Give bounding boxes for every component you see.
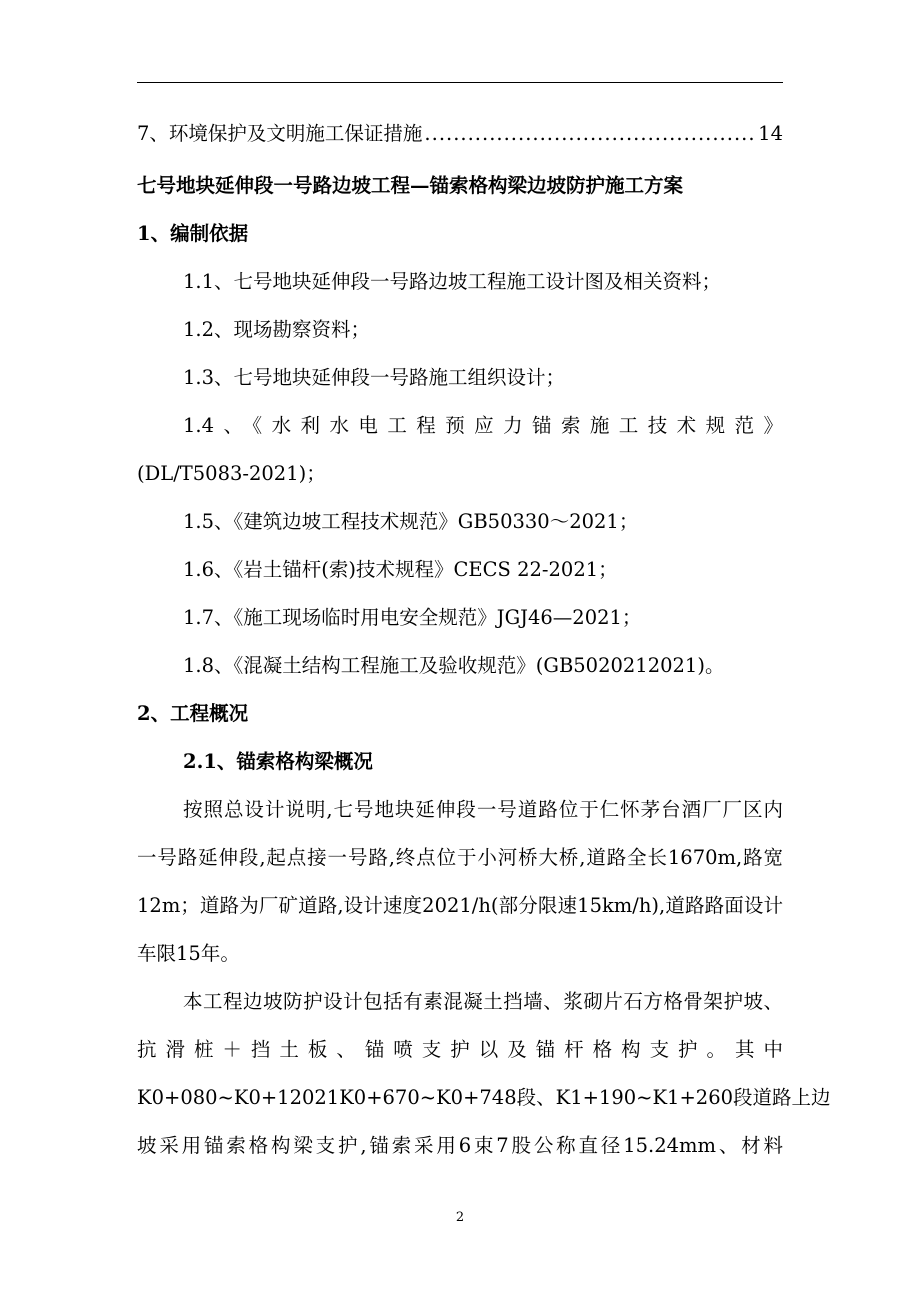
overview-para-1-line-2: 一号路延伸段,起点接一号路,终点位于小河桥大桥,道路全长1670m,路宽 xyxy=(137,846,783,869)
basis-item-1-7: 1.7、《施工现场临时用电安全规范》JGJ46—2021； xyxy=(183,606,642,629)
basis-item-1-4-code: (DL/T5083-2021)； xyxy=(137,462,326,485)
overview-para-1-line-4: 车限15年。 xyxy=(137,942,240,965)
overview-para-2-line-3: K0+080~K0+12021K0+670~K0+748段、K1+190~K1+260段道路上边 xyxy=(137,1086,831,1109)
basis-item-1-8: 1.8、《混凝土结构工程施工及验收规范》(GB5020212021)。 xyxy=(183,654,725,677)
toc-leader-dots xyxy=(424,120,756,148)
document-title: 七号地块延伸段一号路边坡工程—锚索格构梁边坡防护施工方案 xyxy=(137,174,684,197)
toc-entry[interactable] xyxy=(137,120,783,148)
basis-item-1-1: 1.1、七号地块延伸段一号路边坡工程施工设计图及相关资料； xyxy=(183,270,722,293)
overview-para-2-line-1: 本工程边坡防护设计包括有素混凝土挡墙、浆砌片石方格骨架护坡、 xyxy=(183,990,783,1013)
toc-entry-page: 14 xyxy=(758,122,783,145)
section-1-heading: 1、编制依据 xyxy=(137,222,249,245)
basis-item-1-6: 1.6、《岩土锚杆(索)技术规程》CECS 22-2021； xyxy=(183,558,618,581)
basis-item-1-5: 1.5、《建筑边坡工程技术规范》GB50330～2021； xyxy=(183,510,639,533)
overview-para-1-line-3: 12m；道路为厂矿道路,设计速度2021/h(部分限速15km/h),道路路面设计 xyxy=(137,894,783,917)
section-2-1-heading: 2.1、锚索格构梁概况 xyxy=(183,750,373,773)
toc-entry-label: 7、环境保护及文明施工保证措施 xyxy=(137,122,423,145)
basis-item-1-4: 1.4、《水利水电工程预应力锚索施工技术规范》 xyxy=(183,414,783,437)
overview-para-1-line-1: 按照总设计说明,七号地块延伸段一号道路位于仁怀茅台酒厂厂区内 xyxy=(183,798,783,821)
basis-item-1-2: 1.2、现场勘察资料； xyxy=(183,318,371,341)
basis-item-1-3: 1.3、七号地块延伸段一号路施工组织设计； xyxy=(183,366,566,389)
overview-para-2-line-4: 坡采用锚索格构梁支护,锚索采用6束7股公称直径15.24mm、材料 xyxy=(137,1134,783,1157)
section-2-heading: 2、工程概况 xyxy=(137,702,249,725)
page-number: 2 xyxy=(455,1210,465,1225)
header-rule xyxy=(137,82,783,83)
overview-para-2-line-2: 抗滑桩＋挡土板、锚喷支护以及锚杆格构支护。其中 xyxy=(137,1038,783,1061)
